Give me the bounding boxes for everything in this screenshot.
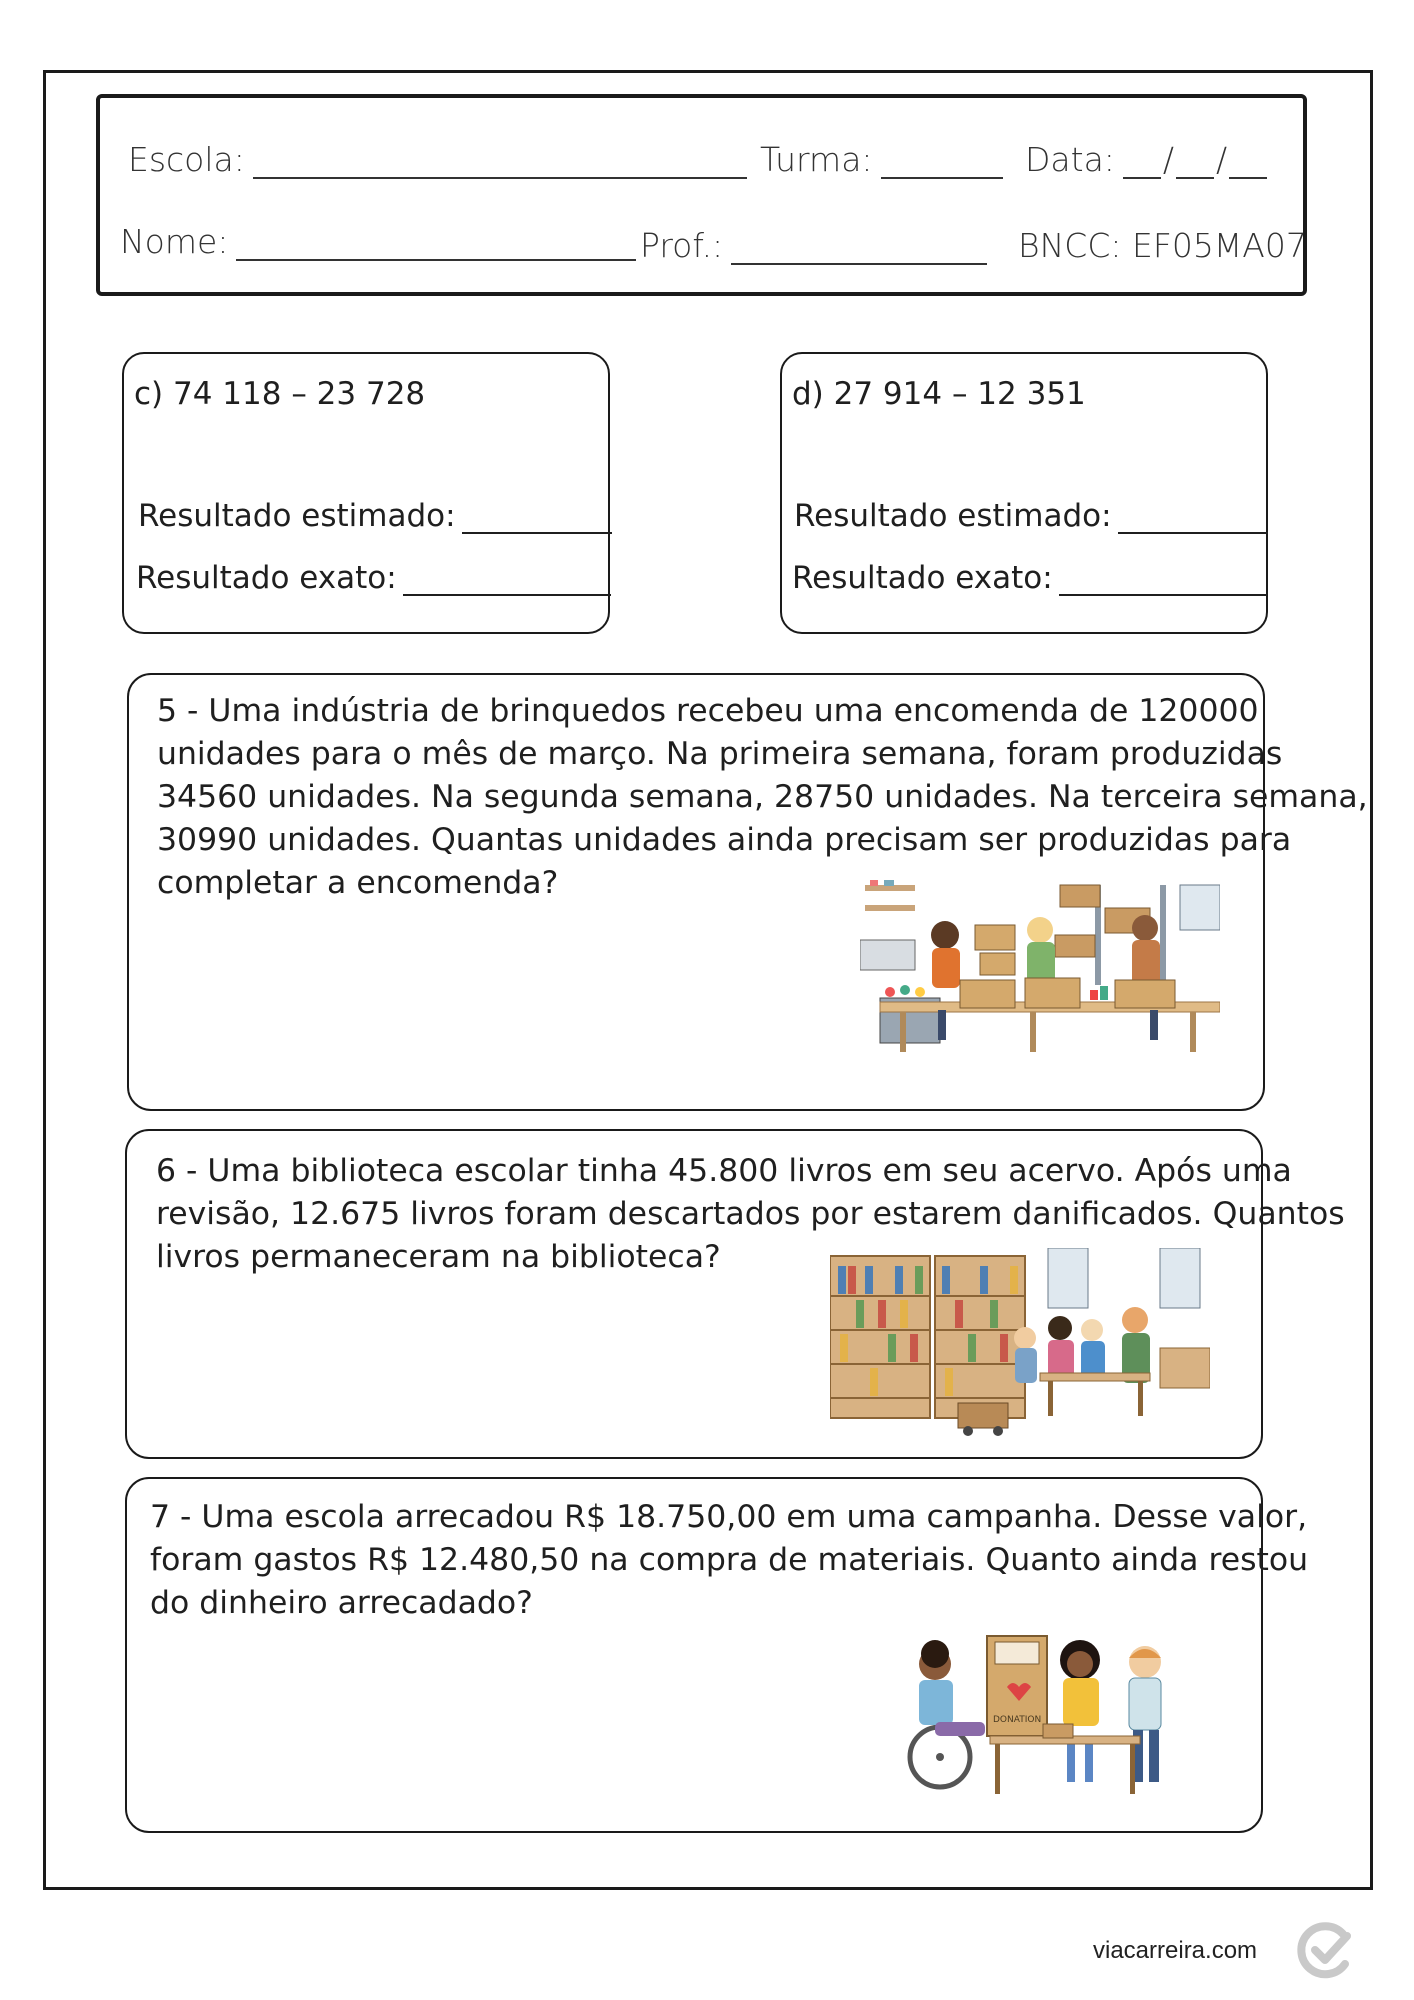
toy-factory-illustration-icon	[860, 880, 1220, 1055]
prof-field[interactable]	[640, 226, 987, 265]
exact-result-c[interactable]: Resultado exato:	[136, 560, 611, 596]
nome-line[interactable]	[236, 229, 636, 261]
donation-illustration-icon	[895, 1632, 1185, 1817]
bncc-code: BNCC: EF05MA07	[1018, 226, 1307, 265]
prof-line[interactable]	[731, 233, 987, 265]
question-6-text: 6 - Uma biblioteca escolar tinha 45.800 livros em seu acervo. Após uma revisão, 12.675 livros foram descartados por estarem danificados. Quantos livros permaneceram na biblioteca?	[156, 1153, 1345, 1275]
question-7-text: 7 - Uma escola arrecadou R$ 18.750,00 em uma campanha. Desse valor, foram gastos R$ 12.480,50 na compra de materiais. Quanto ainda restou do dinheiro arrecadado?	[150, 1499, 1309, 1621]
exact-result-d[interactable]: Resultado exato:	[792, 560, 1267, 596]
library-illustration-icon	[830, 1248, 1210, 1438]
prof-label: Prof.:	[640, 226, 724, 265]
checkmark-logo-icon	[1295, 1920, 1357, 1982]
estimated-result-c[interactable]: Resultado estimado:	[138, 498, 612, 534]
calc-expression-d: d) 27 914 – 12 351	[792, 376, 1086, 412]
turma-line[interactable]	[881, 147, 1003, 179]
data-label: Data:	[1025, 140, 1115, 179]
nome-label: Nome:	[120, 222, 229, 261]
donation-box-label: DONATION	[993, 1715, 1042, 1725]
escola-label: Escola:	[128, 140, 245, 179]
data-field[interactable]	[1025, 140, 1267, 179]
turma-field[interactable]	[760, 140, 1003, 179]
estimated-result-d[interactable]: Resultado estimado:	[794, 498, 1268, 534]
footer-site-link[interactable]: viacarreira.com	[1093, 1937, 1258, 1964]
escola-line[interactable]	[253, 147, 747, 179]
escola-field[interactable]	[128, 140, 747, 179]
question-5-text: 5 - Uma indústria de brinquedos recebeu uma encomenda de 120000 unidades para o mês de março. Na primeira semana, foram produzidas 34560 unidades. Na segunda semana, 28750 unidades. Na terceira semana, 30990 unidades. Quantas unidades ainda precisam ser produzidas para completar a encomenda?	[157, 693, 1368, 901]
nome-field[interactable]	[120, 222, 636, 261]
date-blanks[interactable]: / /	[1123, 140, 1267, 179]
turma-label: Turma:	[760, 140, 873, 179]
calc-expression-c: c) 74 118 – 23 728	[134, 376, 426, 412]
header-box	[96, 94, 1307, 296]
